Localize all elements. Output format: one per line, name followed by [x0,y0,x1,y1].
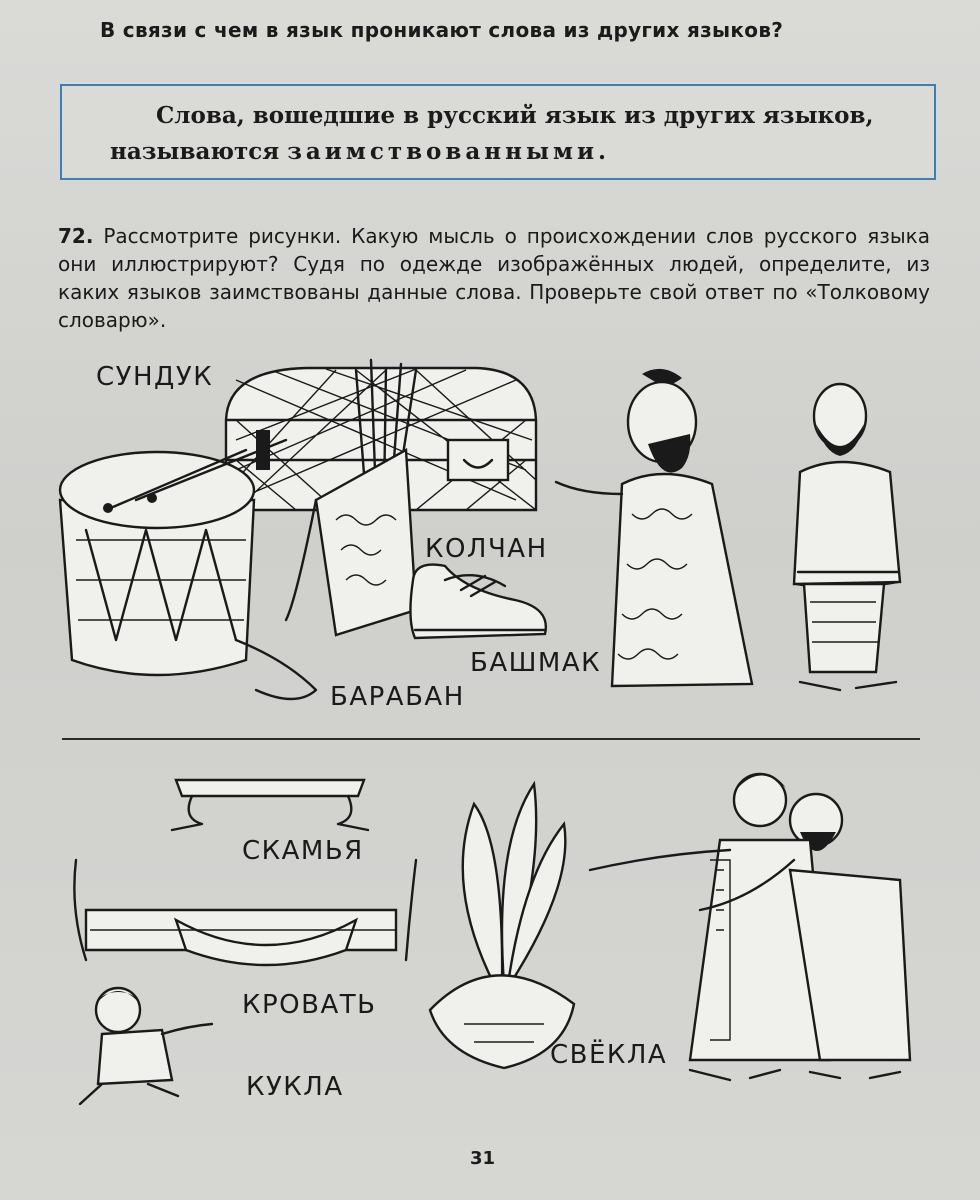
rule-box [60,84,936,180]
rule-line-2-suffix: . [598,138,607,165]
rule-line-1: Слова, вошедшие в русский язык из других языков, [156,102,874,129]
shoe-illustration [405,560,555,650]
drum-illustration [56,440,326,710]
label-skamya: СКАМЬЯ [242,836,364,866]
label-sunduk: СУНДУК [96,362,214,392]
doll-illustration [78,984,218,1114]
label-krovat: КРОВАТЬ [242,990,377,1020]
section-question: В связи с чем в язык проникают слова из других языков? [100,18,784,42]
label-bashmak: БАШМАК [470,648,602,678]
exercise-72 [58,222,930,334]
beet-illustration [424,784,584,1074]
rule-line-2-prefix: называются [110,138,288,165]
exercise-number: 72. [58,224,94,248]
label-svekla: СВЁКЛА [550,1040,668,1070]
bed-illustration [66,850,426,980]
rule-term: заимствованными [287,138,599,165]
russian-peasant-illustration [780,372,920,712]
rule-line-2 [110,138,606,165]
bench-illustration [172,770,372,840]
label-kukla: КУКЛА [246,1072,344,1102]
page-number: 31 [470,1148,496,1169]
exercise-text: Рассмотрите рисунки. Какую мысль о происхождении слов русского языка они иллюстрируют? Судя по одежде изображённых людей, определите, из каких языков заимствованы данные слова. Проверьте свой ответ по «Толковому словарю». [58,224,930,332]
section-divider [62,738,920,740]
label-kolchan: КОЛЧАН [425,534,548,564]
label-baraban: БАРАБАН [330,682,465,712]
